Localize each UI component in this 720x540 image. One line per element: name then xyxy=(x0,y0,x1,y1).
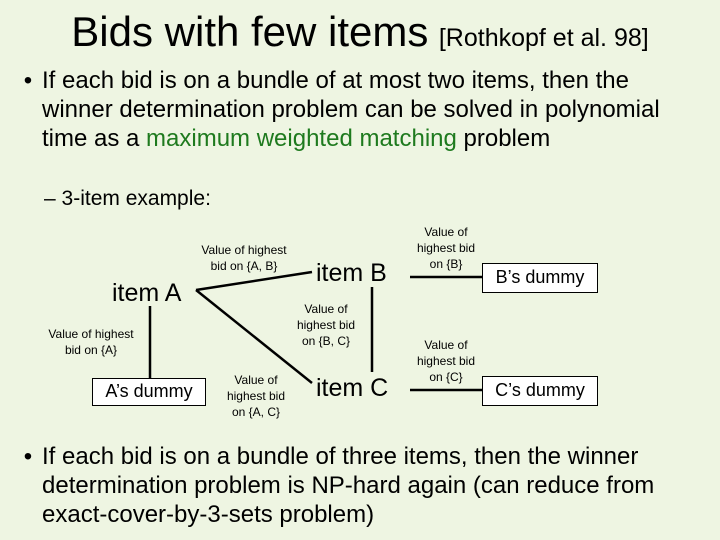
bullet-marker: • xyxy=(23,67,33,94)
node-item-a: item A xyxy=(112,279,182,307)
edge-label-ab xyxy=(190,242,298,274)
edge-label-line: highest bid xyxy=(296,318,356,332)
edge-label-line: Value of highest xyxy=(48,327,134,341)
bullet-marker: • xyxy=(23,443,33,470)
node-b-dummy: B’s dummy xyxy=(482,263,598,293)
edge-label-line: on {B, C} xyxy=(301,334,351,348)
title-main: Bids with few items xyxy=(71,8,429,55)
bullet-2 xyxy=(18,442,698,529)
edge-label-bc xyxy=(286,301,366,349)
edge-label-line: bid on {A} xyxy=(64,343,118,357)
edge-label-line: Value of highest xyxy=(201,243,287,257)
node-item-b: item B xyxy=(316,259,387,287)
edge-label-line: highest bid xyxy=(416,354,476,368)
edge-label-a xyxy=(34,326,148,358)
sub-bullet-text: 3-item example: xyxy=(61,187,211,210)
edge-label-line: highest bid xyxy=(226,389,286,403)
bullet-2-text: If each bid is on a bundle of three items, then the winner determination problem is NP-hard again (can reduce from exact-cover-by-3-sets problem) xyxy=(42,443,655,528)
edge-label-line: on {B} xyxy=(429,257,463,271)
edge-label-line: Value of xyxy=(424,338,468,352)
edge-a-b xyxy=(196,272,312,290)
bullet-1-text-before: If each bid is on a bundle of at most two items, then the winner determination problem can be solved in polynomial time as a xyxy=(42,67,660,152)
node-c-dummy: C’s dummy xyxy=(482,376,598,406)
edge-label-line: highest bid xyxy=(416,241,476,255)
title-citation: [Rothkopf et al. 98] xyxy=(438,24,649,52)
sub-bullet-marker: – xyxy=(44,187,56,210)
edge-label-line: Value of xyxy=(304,302,348,316)
edge-label-b xyxy=(406,224,486,272)
node-a-dummy: A’s dummy xyxy=(92,378,206,406)
bullet-1-highlight: maximum weighted matching xyxy=(146,125,457,152)
edge-label-line: on {C} xyxy=(429,370,463,384)
edge-label-line: Value of xyxy=(424,225,468,239)
edge-label-ac xyxy=(218,372,294,420)
node-item-c: item C xyxy=(316,374,389,402)
edge-label-line: on {A, C} xyxy=(231,405,281,419)
bullet-1-text-after: problem xyxy=(463,125,551,152)
edge-label-c xyxy=(406,337,486,385)
edge-label-line: Value of xyxy=(234,373,278,387)
edge-label-line: bid on {A, B} xyxy=(210,259,278,273)
